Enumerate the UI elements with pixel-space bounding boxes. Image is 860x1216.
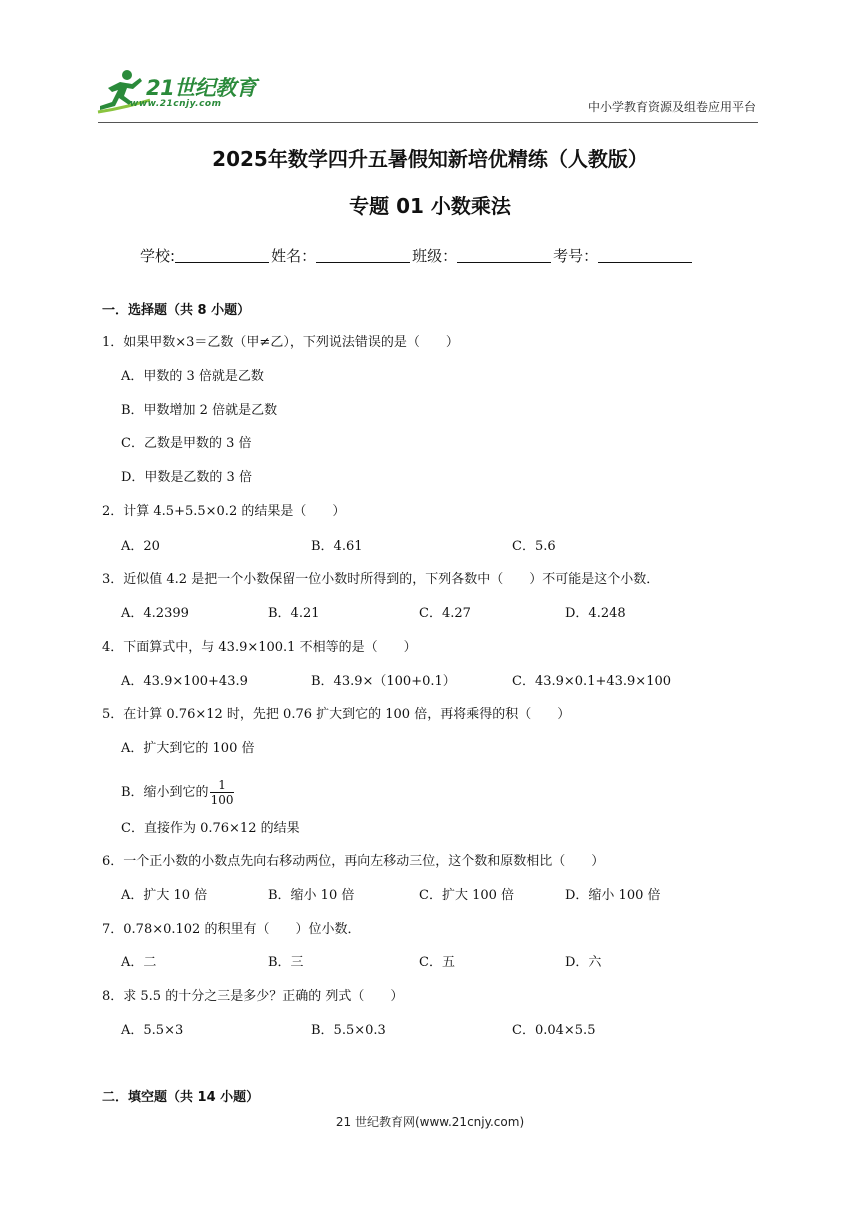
- exam-number-label: 考号：: [553, 247, 599, 265]
- option-a: A．20: [121, 539, 160, 554]
- option-a: A．二: [121, 955, 157, 970]
- option-b-text: B．缩小到它的: [121, 785, 209, 800]
- question-2: 2．计算 4.5+5.5×0.2 的结果是（ ）: [102, 504, 346, 519]
- question-4: 4．下面算式中，与 43.9×100.1 不相等的是（ ）: [102, 640, 417, 655]
- option-c: C．扩大 100 倍: [419, 888, 515, 903]
- option-c: C．4.27: [419, 606, 471, 621]
- question-1-options: [121, 365, 761, 385]
- school-label: 学校:: [140, 247, 176, 265]
- question-8-options: [121, 1019, 761, 1039]
- question-5-option-a-row: [121, 737, 761, 757]
- header-divider: [98, 122, 758, 123]
- question-5: 5．在计算 0.76×12 时，先把 0.76 扩大到它的 100 倍，再将乘得的积（ ）: [102, 707, 571, 722]
- name-blank: [316, 248, 410, 263]
- name-label: 姓名：: [271, 247, 317, 265]
- page-footer: 21 世纪教育网(www.21cnjy.com): [335, 1115, 525, 1129]
- class-blank: [457, 248, 551, 263]
- school-blank: [175, 248, 269, 263]
- question-1-options-d: [121, 466, 761, 486]
- section-fill-heading: 二．填空题（共 14 小题）: [102, 1090, 260, 1105]
- logo: [94, 66, 294, 116]
- option-c: C．5.6: [512, 539, 556, 554]
- option-a: A．5.5×3: [121, 1023, 184, 1038]
- document-subtitle: 专题 01 小数乘法: [349, 194, 511, 218]
- question-5-option-b-row: [121, 770, 761, 807]
- question-7-options: [121, 951, 761, 971]
- option-a: A．扩大到它的 100 倍: [121, 741, 255, 756]
- fraction-denominator: 100: [210, 793, 234, 807]
- student-info-line: [140, 245, 760, 266]
- option-d: D．缩小 100 倍: [565, 888, 661, 903]
- question-7: 7．0.78×0.102 的积里有（ ）位小数．: [102, 922, 361, 937]
- question-6-options: [121, 884, 761, 904]
- option-b: B．4.21: [268, 606, 320, 621]
- fraction-one-hundredth: [210, 778, 235, 807]
- option-a: A．甲数的 3 倍就是乙数: [121, 369, 264, 384]
- question-1-options-c: [121, 432, 761, 452]
- question-2-options: [121, 535, 761, 555]
- option-b: B．5.5×0.3: [311, 1023, 386, 1038]
- logo-url: www.21cnjy.com: [130, 99, 222, 109]
- option-d: D．六: [565, 955, 602, 970]
- exam-number-blank: [598, 248, 692, 263]
- question-3: 3．近似值 4.2 是把一个小数保留一位小数时所得到的，下列各数中（ ）不可能是这个小数．: [102, 572, 660, 587]
- option-c: C．0.04×5.5: [512, 1023, 596, 1038]
- platform-label: 中小学教育资源及组卷应用平台: [587, 100, 756, 114]
- section-choice-heading: 一．选择题（共 8 小题）: [102, 303, 251, 318]
- option-b: B．43.9×（100+0.1）: [311, 674, 456, 689]
- question-1-options-b: [121, 399, 761, 419]
- option-c: C．五: [419, 955, 455, 970]
- option-a: A．4.2399: [121, 606, 189, 621]
- option-c: C．43.9×0.1+43.9×100: [512, 674, 672, 689]
- question-8: 8．求 5.5 的十分之三是多少？正确的 列式（ ）: [102, 989, 404, 1004]
- question-4-options: [121, 670, 761, 690]
- option-a: A．扩大 10 倍: [121, 888, 208, 903]
- document-title: 2025年数学四升五暑假知新培优精练（人教版）: [212, 147, 648, 171]
- option-b: [121, 778, 234, 807]
- option-d: D．4.248: [565, 606, 626, 621]
- question-1: 1．如果甲数×3＝乙数（甲≠乙），下列说法错误的是（ ）: [102, 335, 459, 350]
- option-c: C．直接作为 0.76×12 的结果: [121, 821, 300, 836]
- question-5-option-c-row: [121, 817, 761, 837]
- page-header: [0, 0, 860, 130]
- option-d: D．甲数是乙数的 3 倍: [121, 470, 252, 485]
- option-b: B．三: [268, 955, 304, 970]
- option-c: C．乙数是甲数的 3 倍: [121, 436, 252, 451]
- option-b: B．甲数增加 2 倍就是乙数: [121, 403, 278, 418]
- option-b: B．缩小 10 倍: [268, 888, 355, 903]
- question-3-options: [121, 602, 761, 622]
- question-6: 6．一个正小数的小数点先向右移动两位，再向左移动三位，这个数和原数相比（ ）: [102, 854, 605, 869]
- option-a: A．43.9×100+43.9: [121, 674, 248, 689]
- logo-text: 21世纪教育: [146, 76, 257, 100]
- class-label: 班级：: [412, 247, 458, 265]
- option-b: B．4.61: [311, 539, 363, 554]
- fraction-numerator: 1: [210, 778, 235, 793]
